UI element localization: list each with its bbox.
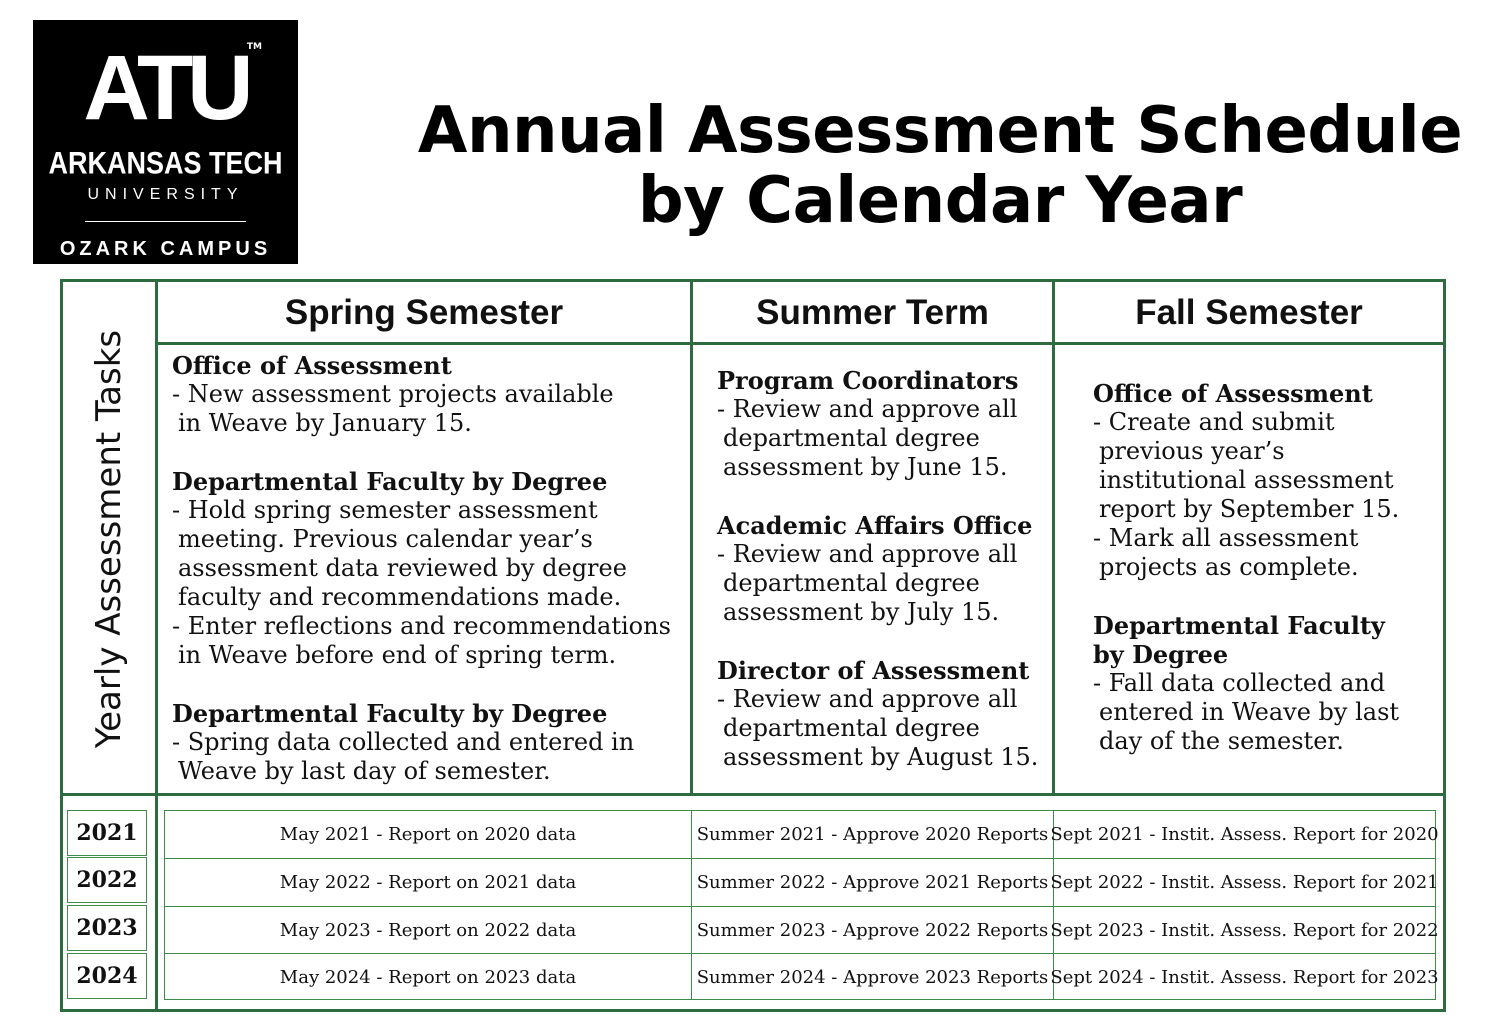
task-line: faculty and recommendations made.	[178, 583, 622, 611]
fall-tasks	[1093, 379, 1438, 756]
year-label: 2024	[67, 953, 147, 999]
logo-divider	[85, 221, 246, 222]
task-line: - Review and approve all	[717, 395, 1018, 423]
task-group	[1093, 611, 1438, 756]
logo-campus: OZARK CAMPUS	[59, 238, 272, 260]
task-line: - Enter reflections and recommendations	[172, 612, 671, 640]
spring-entry: May 2022 - Report on 2021 data	[279, 872, 577, 893]
task-line: departmental degree	[723, 714, 980, 742]
task-line: projects as complete.	[1099, 553, 1359, 581]
spring-entry: May 2024 - Report on 2023 data	[279, 967, 577, 988]
task-line: meeting. Previous calendar year’s	[178, 525, 593, 553]
summer-entry: Summer 2023 - Approve 2022 Reports	[696, 920, 1049, 941]
divider	[690, 279, 693, 795]
side-label-text: Yearly Assessment Tasks	[89, 329, 129, 748]
logo-university: UNIVERSITY	[87, 186, 244, 203]
table-row	[165, 859, 1439, 906]
table-row	[165, 907, 1439, 954]
divider	[60, 793, 1446, 796]
task-owner: Departmental Faculty	[1093, 611, 1385, 640]
task-owner: Director of Assessment	[717, 656, 1030, 685]
year-label: 2021	[67, 810, 147, 856]
task-line: - Hold spring semester assessment	[172, 496, 598, 524]
task-line: report by September 15.	[1099, 495, 1400, 523]
fall-entry: Sept 2022 - Instit. Assess. Report for 2021	[1050, 872, 1439, 893]
task-line: departmental degree	[723, 569, 980, 597]
task-group	[717, 366, 1047, 482]
table-row	[165, 954, 1439, 1001]
task-line: - Mark all assessment	[1093, 524, 1359, 552]
spring-entry: May 2023 - Report on 2022 data	[279, 920, 577, 941]
task-owner: Departmental Faculty by Degree	[172, 467, 608, 496]
task-line: in Weave by January 15.	[178, 409, 472, 437]
task-line: institutional assessment	[1099, 466, 1394, 494]
summer-entry: Summer 2024 - Approve 2023 Reports	[696, 967, 1049, 988]
task-group	[172, 351, 684, 438]
task-line: in Weave before end of spring term.	[178, 641, 617, 669]
column-heading-fall: Fall Semester	[1135, 293, 1363, 332]
task-line: - Fall data collected and	[1093, 669, 1386, 697]
task-line: - Review and approve all	[717, 540, 1018, 568]
side-label	[62, 282, 156, 795]
summer-entry: Summer 2021 - Approve 2020 Reports	[696, 824, 1049, 845]
year-label: 2023	[67, 905, 147, 951]
task-line: Weave by last day of semester.	[178, 757, 551, 785]
task-line: - Spring data collected and entered in	[172, 728, 635, 756]
title-line-2: by Calendar Year	[637, 164, 1243, 238]
task-group	[717, 511, 1047, 627]
task-group	[172, 699, 684, 786]
task-line: day of the semester.	[1099, 727, 1344, 755]
spring-tasks	[172, 351, 684, 786]
task-line: assessment by June 15.	[723, 453, 1008, 481]
column-heading-spring: Spring Semester	[284, 293, 564, 332]
task-line: assessment by August 15.	[723, 743, 1039, 771]
year-label: 2022	[67, 857, 147, 903]
fall-entry: Sept 2023 - Instit. Assess. Report for 2022	[1050, 920, 1439, 941]
column-heading-summer: Summer Term	[756, 293, 989, 332]
task-line: departmental degree	[723, 424, 980, 452]
page-title	[380, 96, 1500, 236]
task-owner: Office of Assessment	[1093, 379, 1373, 408]
task-owner: Office of Assessment	[172, 351, 452, 380]
task-line: assessment by July 15.	[723, 598, 1000, 626]
summer-entry: Summer 2022 - Approve 2021 Reports	[696, 872, 1049, 893]
year-schedule-grid	[164, 810, 1439, 1000]
task-owner: by Degree	[1093, 640, 1229, 669]
spring-entry: May 2021 - Report on 2020 data	[279, 824, 577, 845]
task-group	[717, 656, 1047, 772]
task-group	[172, 467, 684, 670]
logo-name: ARKANSAS TECH	[48, 145, 283, 181]
title-line-1: Annual Assessment Schedule	[417, 94, 1463, 168]
task-line: entered in Weave by last	[1099, 698, 1400, 726]
task-owner: Program Coordinators	[717, 366, 1019, 395]
task-line: assessment data reviewed by degree	[178, 554, 627, 582]
logo-mark: ATU	[83, 37, 248, 139]
task-line: - Review and approve all	[717, 685, 1018, 713]
task-owner: Departmental Faculty by Degree	[172, 699, 608, 728]
summer-tasks	[717, 366, 1047, 772]
table-row	[165, 811, 1439, 858]
task-line: - Create and submit	[1093, 408, 1335, 436]
atu-logo	[33, 20, 298, 264]
divider	[1052, 279, 1055, 795]
task-group	[1093, 379, 1438, 582]
fall-entry: Sept 2024 - Instit. Assess. Report for 2023	[1050, 967, 1439, 988]
task-line: - New assessment projects available	[172, 380, 614, 408]
fall-entry: Sept 2021 - Instit. Assess. Report for 2020	[1050, 824, 1439, 845]
logo-trademark: TM	[246, 42, 262, 52]
task-owner: Academic Affairs Office	[717, 511, 1033, 540]
task-line: previous year’s	[1099, 437, 1285, 465]
